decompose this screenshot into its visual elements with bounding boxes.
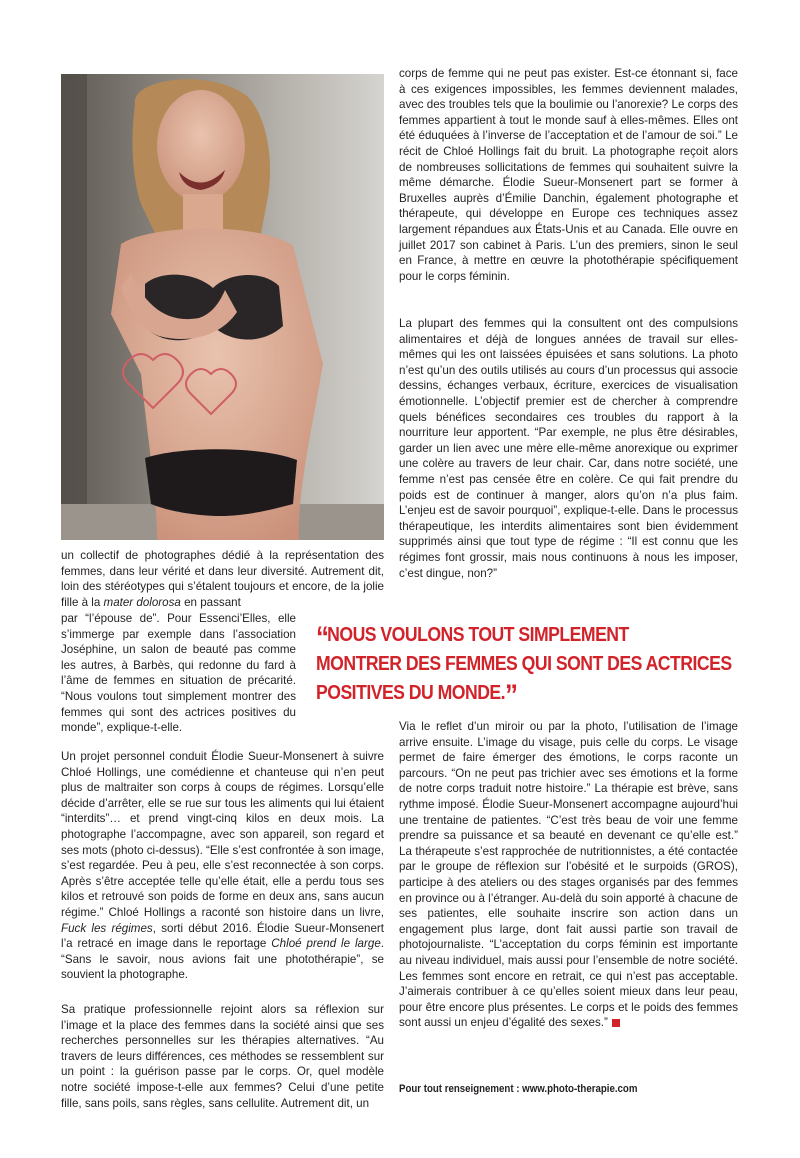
col1-text: un collectif de photographes dédié à la représentation des femmes, dans leur vérité et dans leur diversité. Autrement dit, loin des stéréotypes qui s’étalent toujours et encore, de la jolie fille à la — [61, 549, 384, 609]
close-quote-mark: ” — [505, 679, 517, 712]
open-quote-mark: “ — [316, 621, 328, 654]
pull-quote-line-3: POSITIVES DU MONDE.” — [316, 679, 517, 712]
col1-paragraph-1a — [61, 548, 384, 610]
col1-text-end: en passant — [180, 595, 241, 609]
col1-italic-phrase: mater dolorosa — [103, 595, 181, 609]
col1-p2-text-3: . “Sans le savoir, nous avions fait une photothérapie”, se souvient la photographe. — [61, 937, 384, 982]
film-title: Chloé prend le large — [271, 937, 381, 951]
col1-paragraph-2 — [61, 749, 384, 983]
col1-p2-text-2: , sorti début 2016. Élodie Sueur-Monsenert l’a retracé en image dans le reportage — [61, 921, 384, 951]
pull-quote-line-2: MONTRER DES FEMMES QUI SONT DES ACTRICES — [316, 652, 732, 675]
col1-paragraph-3: Sa pratique professionnelle rejoint alors sa réflexion sur l’image et la place des femmes dans la société ainsi que ses recherches personnelles sur les thérapies alternatives. “Au travers de leurs différences, ces méthodes se ressemblent sur un point : la guérison passe par le corps. Or, quel modèle notre société impose-t-elle aux femmes? Celui d’une petite fille, sans poils, sans règles, sans cellulite. Autrement dit, un — [61, 1003, 384, 1110]
photo-illustration — [61, 74, 384, 540]
pull-quote-line-1: “NOUS VOULONS TOUT SIMPLEMENT — [316, 621, 629, 654]
col2-paragraph-2: La plupart des femmes qui la consultent ont des compulsions alimentaires et déjà de longues années de travail sur elles-mêmes qui les ont laissées épuisées et sans solutions. La photo n’est qu’un des outils utilisés au cours d’un processus qui associe dessins, échanges verbaux, écriture, exercices de visualisation émotionnelle. L’objectif premier est de chercher à comprendre quels bénéfices secondaires ces troubles du rapport à la nourriture leur apportent. “Par exemple, ne plus être désirables, garder un lien avec une mère elle-même anorexique ou exprimer une colère au travers de leur chair. Car, dans notre société, une femme n’est pas censée être en colère. Ce qui fait prendre du poids est de continuer à manger, alors qu’on n’a plus faim. L’enjeu est de savoir pourquoi”, explique-t-elle. Dans le processus thérapeutique, les interdits alimentaires sont bien évidemment supprimés ainsi que tout type de régime : “Il est connu que les régimes font grossir, mais nous continuons à nous les imposer, c’est dingue, non?” — [399, 317, 738, 580]
col1-p2-text: Un projet personnel conduit Élodie Sueur-Monsenert à suivre Chloé Hollings, une comédienne et chanteuse qui n’en peut plus de maltraiter son corps à coups de régimes. Lorsqu’elle décide d’arrêter, elle se rue sur tous les aliments qui lui étaient “interdits”… et prend vingt-cinq kilos en deux mois. La photographe l’accompagne, avec son appareil, son regard et ses mots (photo ci-dessus). “Elle s’est confrontée à son image, s’est regardée. Peu à peu, elle s’est reconnectée à son corps. Après s’être acceptée telle qu’elle était, elle a perdu tous ses kilos et retrouvé son poids de forme en deux ans, sans aucun régime.” Chloé Hollings a raconté son histoire dans un livre, — [61, 750, 384, 919]
col2-paragraph-3 — [399, 719, 738, 1031]
contact-info: Pour tout renseignement : www.photo-therapie.com — [399, 1083, 638, 1095]
article-photo — [61, 74, 384, 540]
col2-paragraph-1: corps de femme qui ne peut pas exister. Est-ce étonnant si, face à ces exigences impossibles, les femmes deviennent malades, avec des troubles tels que la boulimie ou l’anorexie? Le corps des femmes appartient à tout le monde sauf à elles-mêmes. Elles ont été éduquées à l’inverse de l’acceptation et de l’amour de soi.” Le récit de Chloé Hollings fait du bruit. La photographe reçoit alors de nombreuses sollicitations de femmes qui souhaitent suivre la même démarche. Élodie Sueur-Monsenert part se former à Bruxelles auprès d’Émilie Danchin, également photographe et thérapeute, qui développe en Europe ces techniques assez largement répandues aux États-Unis et au Canada. Elle ouvre en juillet 2017 son cabinet à Paris. L’un des premiers, sinon le seul en France, à mettre en œuvre la photothérapie spécifiquement pour le corps féminin. — [399, 67, 738, 283]
pull-quote — [316, 620, 732, 712]
book-title: Fuck les régimes — [61, 921, 153, 935]
end-mark-icon — [612, 1019, 620, 1027]
col2-p3-text: Via le reflet d’un miroir ou par la photo, l’utilisation de l’image arrive ensuite. L’image du visage, puis celle du corps. Le visage permet de faire émerger des émotions, le corps raconte un parcours. “On ne peut pas trichier avec ses émotions et la forme de notre corps traduit notre histoire.” La thérapie est brève, sans rythme imposé. Élodie Sueur-Monsenert accompagne aujourd’hui une trentaine de patientes. “C’est très beau de voir une femme prendre sa puissance et sa beauté en devenant ce qu’elle est.” La thérapeute s’est rapprochée de nutritionnistes, a été contactée par le groupe de réflexion sur l’obésité et le surpoids (GROS), participe à des ateliers ou des stages organisés par des femmes en province ou à l’étranger. Au-delà du soin apporté à chacune de ses patientes, elle souhaite inscrire son action dans un engagement plus large, dont fait aussi partie son travail de photojournaliste. “L’acceptation du corps féminin est importante au niveau individuel, mais aussi pour l’ensemble de notre société. Les femmes sont encore en retrait, ce qui n’est pas acceptable. J’aimerais contribuer à ce qu’elles soient mieux dans leur peau, pour être encore plus présentes. Le corps et le poids des femmes sont aussi un enjeu d’égalité des sexes.” — [399, 720, 738, 1030]
col1-paragraph-1b: par “l’épouse de”. Pour Essenci’Elles, elle s’immerge par exemple dans l’association Joséphine, un salon de beauté pas comme les autres, à Barbès, qui redonne du fard à l’âme de femmes en situation de précarité. “Nous voulons tout simplement montrer des femmes qui sont des actrices positives du monde”, explique-t-elle. — [61, 612, 296, 735]
